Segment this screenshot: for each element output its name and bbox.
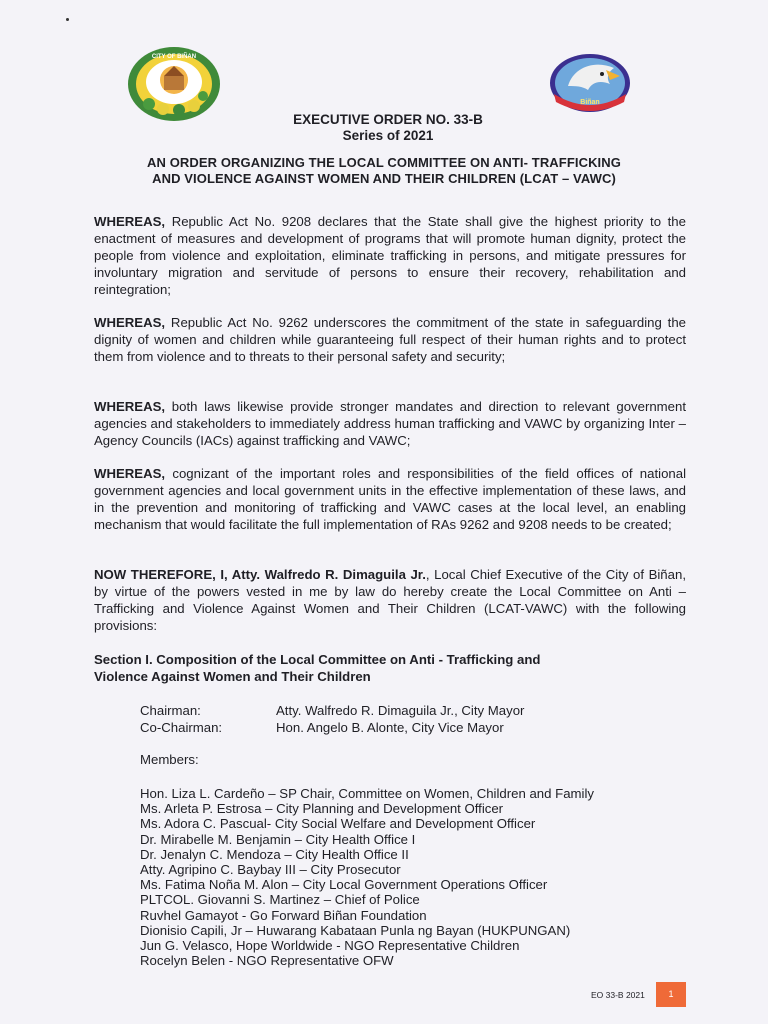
chairman-role: Chairman: [140, 703, 201, 718]
list-item: Dionisio Capili, Jr – Huwarang Kabataan Punla ng Bayan (HUKPUNGAN) [140, 922, 571, 938]
list-item: Dr. Jenalyn C. Mendoza – City Health Office II [140, 846, 409, 862]
whereas-paragraph-2 [94, 314, 686, 365]
eo-series: Series of 2021 [342, 128, 434, 143]
list-item: Dr. Mirabelle M. Benjamin – City Health Office I [140, 831, 416, 847]
whereas-paragraph-3 [94, 398, 686, 449]
whereas-paragraph-1 [94, 213, 686, 298]
list-item: Ms. Arleta P. Estrosa – City Planning and Development Officer [140, 801, 504, 817]
order-title [0, 155, 768, 186]
scan-speck [66, 18, 69, 21]
section-title-line-2: Violence Against Women and Their Children [94, 669, 371, 684]
eagle-logo [548, 52, 632, 114]
list-item: Ms. Adora C. Pascual- City Social Welfare and Development Officer [140, 816, 536, 832]
whereas-label: WHEREAS, [94, 466, 166, 481]
whereas-label: WHEREAS, [94, 214, 166, 229]
section-1-title [94, 651, 684, 685]
eo-number: EXECUTIVE ORDER NO. 33-B [293, 112, 483, 127]
list-item: Ruvhel Gamayot - Go Forward Biñan Foundation [140, 907, 427, 923]
chairman-row [140, 702, 524, 719]
list-item: Atty. Agripino C. Baybay III – City Prosecutor [140, 862, 401, 878]
list-item: Ms. Fatima Noña M. Alon – City Local Government Operations Officer [140, 877, 548, 893]
whereas-text: both laws likewise provide stronger mandates and direction to relevant government agencies and stakeholders to immediately address human trafficking and VAWC by organizing Inter – Agency Councils (IACs) against trafficking and VAWC; [94, 399, 686, 448]
list-item: PLTCOL. Giovanni S. Martinez – Chief of Police [140, 892, 420, 908]
city-seal-logo [127, 46, 221, 122]
section-title-line-1: Section I. Composition of the Local Committee on Anti - Trafficking and [94, 652, 541, 667]
cochairman-row [140, 719, 504, 736]
seal-text: CITY OF BIÑAN [151, 54, 197, 60]
list-item: Jun G. Velasco, Hope Worldwide - NGO Representative Children [140, 938, 520, 954]
now-therefore-paragraph [94, 566, 686, 634]
whereas-label: WHEREAS, [94, 315, 166, 330]
cochairman-name: Hon. Angelo B. Alonte, City Vice Mayor [276, 720, 504, 735]
list-item: Rocelyn Belen - NGO Representative OFW [140, 953, 394, 969]
now-therefore-text: , Local Chief Executive of the City of Biñan, by virtue of the powers vested in me by law do hereby create the Local Committee on Anti – Trafficking and Violence Against Women and Their Children (LCAT-VAWC) with the following provisions: [94, 567, 686, 633]
whereas-label: WHEREAS, [94, 399, 166, 414]
chairman-name: Atty. Walfredo R. Dimaguila Jr., City Mayor [276, 703, 525, 718]
whereas-text: cognizant of the important roles and responsibilities of the field offices of national government agencies and local government units in the effective implementation of these laws, and in the prevention and monitoring of trafficking and VAWC cases at the local level, an enabling mechanism that would facilitate the full implementation of RAs 9262 and 9208 needs to be created; [94, 466, 687, 532]
order-number-heading [0, 112, 768, 144]
page-number-badge: 1 [656, 982, 686, 1007]
list-item: Hon. Liza L. Cardeño – SP Chair, Committee on Women, Children and Family [140, 786, 594, 801]
logo-text: Biñan [580, 99, 600, 106]
order-title-line-2: AND VIOLENCE AGAINST WOMEN AND THEIR CHILDREN (LCAT – VAWC) [152, 170, 616, 186]
whereas-paragraph-4 [94, 465, 686, 533]
members-label: Members: [140, 752, 199, 767]
footer-label: EO 33-B 2021 [591, 990, 645, 1000]
order-title-line-1: AN ORDER ORGANIZING THE LOCAL COMMITTEE ON ANTI- TRAFFICKING [147, 155, 621, 170]
whereas-text: Republic Act No. 9208 declares that the State shall give the highest priority to the enactment of measures and development of programs that will promote human dignity, protect the people from violence and exploitation, eliminate trafficking in persons, and mitigate pressures for involuntary migration and servitude of persons to ensure their recovery, rehabilitation and reintegration; [94, 214, 686, 297]
members-list [140, 786, 594, 968]
whereas-text: Republic Act No. 9262 underscores the commitment of the state in safeguarding the dignity of women and children while guaranteeing full respect of their human rights and to protect them from violence and to threats to their personal safety and security; [94, 315, 686, 364]
now-therefore-label: NOW THEREFORE, I, Atty. Walfredo R. Dimaguila Jr. [94, 567, 426, 582]
cochairman-role: Co-Chairman: [140, 720, 223, 735]
